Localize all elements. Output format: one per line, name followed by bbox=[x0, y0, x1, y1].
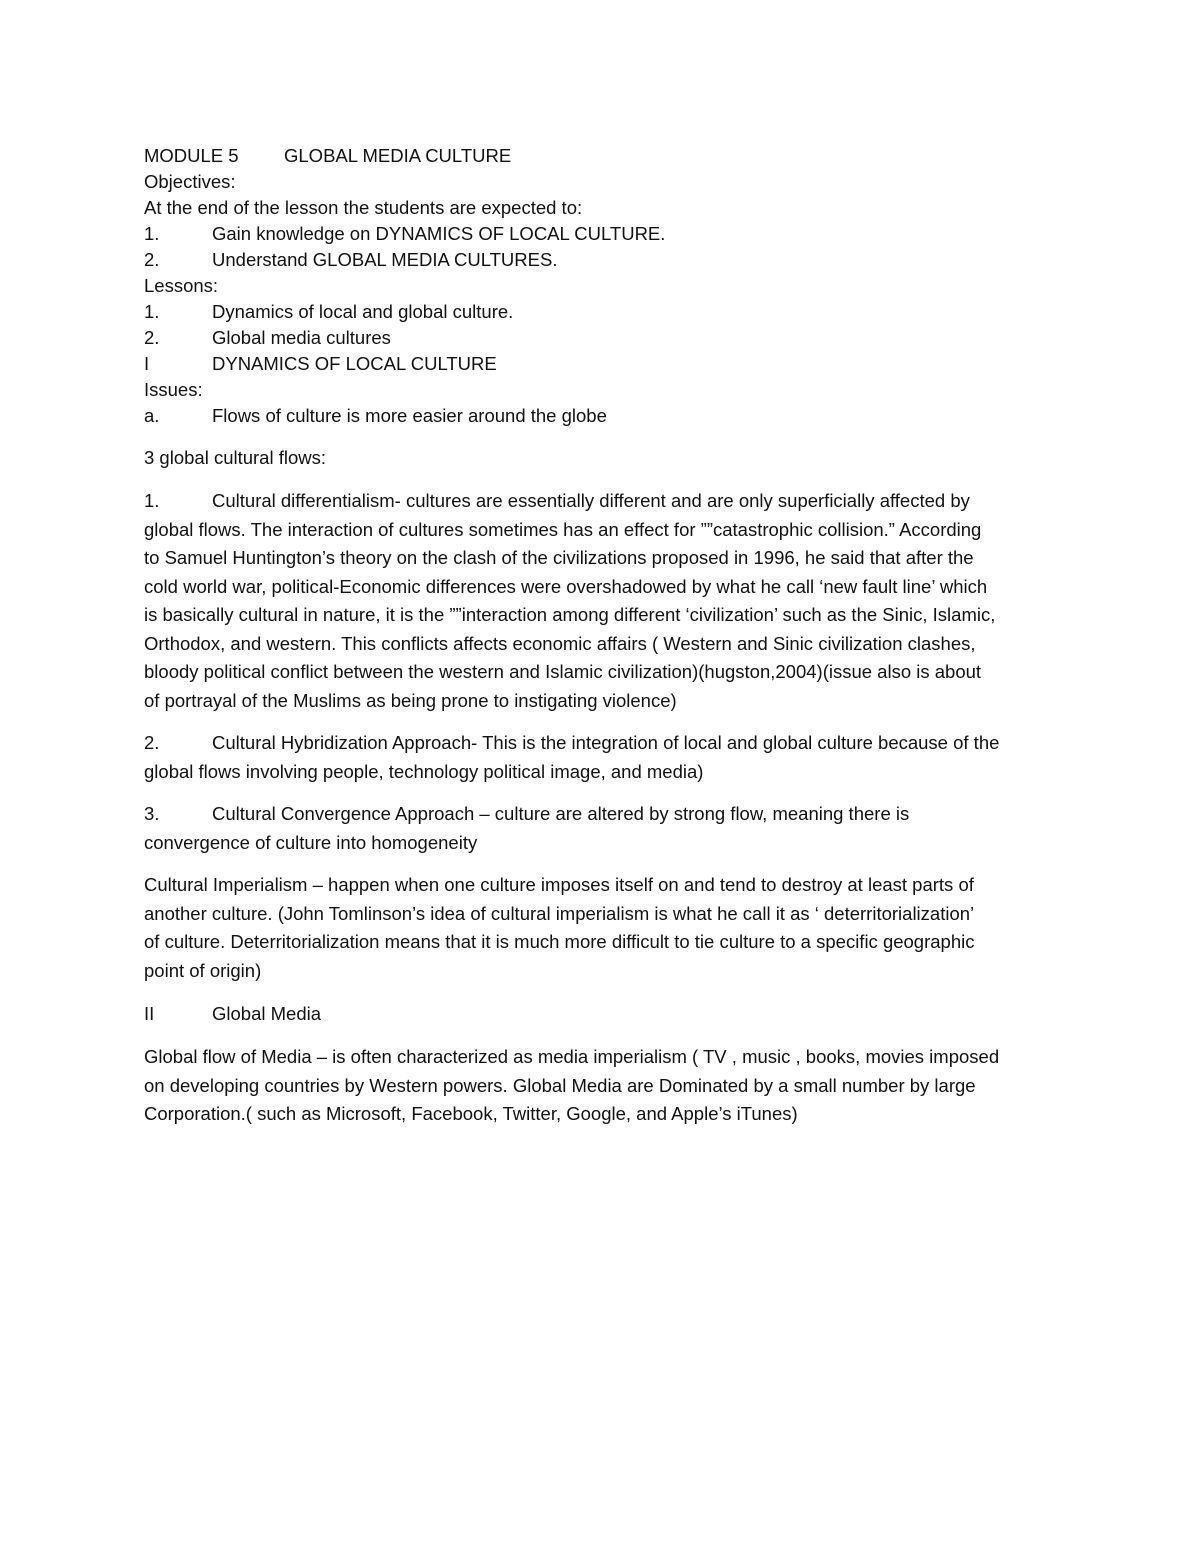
lessons-heading: Lessons: bbox=[144, 275, 219, 296]
objectives-heading: Objectives: bbox=[144, 171, 236, 192]
section-one-marker: I bbox=[144, 353, 150, 374]
paragraph-line: convergence of culture into homogeneity bbox=[144, 831, 478, 853]
paragraph-line: of culture. Deterritorialization means that it is much more difficult to tie culture to a specific geographic bbox=[144, 931, 975, 952]
section-one-title: DYNAMICS OF LOCAL CULTURE bbox=[212, 353, 497, 374]
lesson-item bbox=[144, 299, 1064, 325]
issue-text: Flows of culture is more easier around the globe bbox=[212, 405, 607, 426]
paragraph-line: Global flow of Media – is often characterized as media imperialism ( TV , music , books, movies imposed bbox=[144, 1046, 1000, 1067]
flow-marker: 3. bbox=[144, 803, 160, 824]
section-one-heading bbox=[144, 351, 1064, 377]
lesson-marker: 1. bbox=[144, 301, 160, 322]
paragraph-line: on developing countries by Western powers. Global Media are Dominated by a small number by large bbox=[144, 1074, 976, 1096]
objective-item bbox=[144, 247, 1064, 273]
module-number: MODULE 5 bbox=[144, 145, 239, 166]
paragraph-line: bloody political conflict between the western and Islamic civilization)(hugston,2004)(issue also is about bbox=[144, 661, 982, 682]
flow-marker: 1. bbox=[144, 490, 160, 511]
imperialism-paragraph bbox=[144, 871, 1064, 985]
objective-text: Understand GLOBAL MEDIA CULTURES. bbox=[212, 249, 558, 270]
paragraph-line: point of origin) bbox=[144, 959, 262, 981]
flow-item-2 bbox=[144, 729, 1064, 786]
issues-heading: Issues: bbox=[144, 379, 203, 400]
paragraph-line: Cultural Hybridization Approach- This is the integration of local and global culture because of the bbox=[212, 732, 1000, 753]
flow-marker: 2. bbox=[144, 732, 160, 753]
objective-item bbox=[144, 221, 1064, 247]
lesson-marker: 2. bbox=[144, 327, 160, 348]
objective-marker: 1. bbox=[144, 223, 160, 244]
section-two-heading bbox=[144, 1001, 1064, 1027]
flow-item-1 bbox=[144, 487, 1064, 715]
paragraph-line: cold world war, political-Economic differences were overshadowed by what he call ‘new fault line’ which bbox=[144, 575, 988, 597]
flows-heading: 3 global cultural flows: bbox=[144, 447, 327, 468]
paragraph-line: Cultural Imperialism – happen when one culture imposes itself on and tend to destroy at least parts of bbox=[144, 874, 974, 895]
paragraph-line: global flows involving people, technology political image, and media) bbox=[144, 760, 704, 782]
paragraph-line: global flows. The interaction of cultures sometimes has an effect for ””catastrophic collision.” According bbox=[144, 518, 982, 540]
objective-marker: 2. bbox=[144, 249, 160, 270]
lesson-text: Dynamics of local and global culture. bbox=[212, 301, 514, 322]
paragraph-line: another culture. (John Tomlinson’s idea of cultural imperialism is what he call it as ‘ deterritorialization’ bbox=[144, 902, 975, 924]
section-two-marker: II bbox=[144, 1003, 155, 1024]
paragraph-line: of portrayal of the Muslims as being prone to instigating violence) bbox=[144, 689, 677, 711]
section-two-title: Global Media bbox=[212, 1003, 322, 1024]
paragraph-line: is basically cultural in nature, it is the ””interaction among different ‘civilization’ such as the Sinic, Islamic, bbox=[144, 604, 996, 625]
paragraph-line: Corporation.( such as Microsoft, Facebook, Twitter, Google, and Apple’s iTunes) bbox=[144, 1103, 798, 1124]
flow-item-3 bbox=[144, 800, 1064, 857]
document-body bbox=[144, 143, 1064, 1129]
objectives-intro: At the end of the lesson the students are expected to: bbox=[144, 197, 583, 218]
module-heading bbox=[144, 143, 1064, 169]
issue-item bbox=[144, 403, 1064, 429]
global-media-paragraph bbox=[144, 1043, 1064, 1129]
paragraph-line: Cultural differentialism- cultures are essentially different and are only superficially affected by bbox=[212, 490, 970, 511]
paragraph-line: to Samuel Huntington’s theory on the clash of the civilizations proposed in 1996, he said that after the bbox=[144, 547, 974, 568]
lesson-text: Global media cultures bbox=[212, 327, 391, 348]
module-title: GLOBAL MEDIA CULTURE bbox=[284, 145, 512, 166]
issue-marker: a. bbox=[144, 405, 160, 426]
objective-text: Gain knowledge on DYNAMICS OF LOCAL CULTURE. bbox=[212, 223, 666, 244]
paragraph-line: Cultural Convergence Approach – culture are altered by strong flow, meaning there is bbox=[212, 803, 910, 824]
paragraph-line: Orthodox, and western. This conflicts affects economic affairs ( Western and Sinic civilization clashes, bbox=[144, 632, 976, 654]
lesson-item bbox=[144, 325, 1064, 351]
